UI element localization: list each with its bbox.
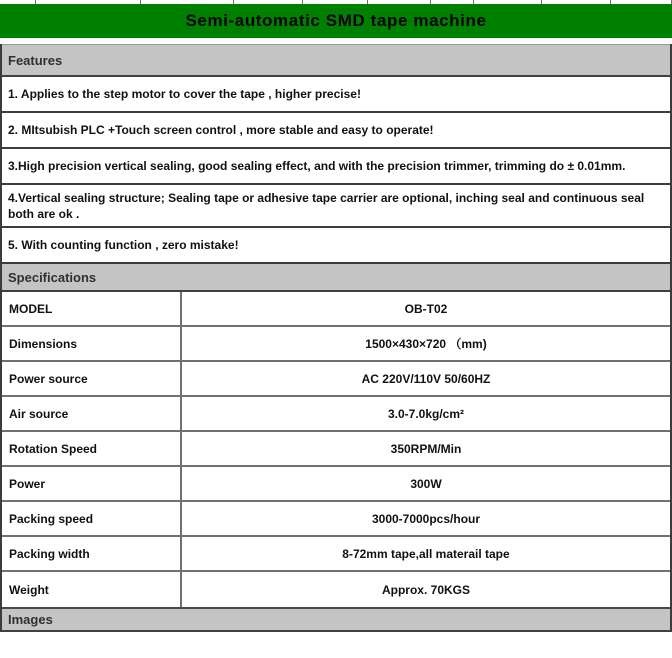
- content-frame: [0, 44, 672, 632]
- spec-value: 3000-7000pcs/hour: [371, 511, 481, 526]
- spec-label: Weight: [2, 572, 182, 607]
- images-section-header: [2, 607, 670, 632]
- spec-value: 8-72mm tape,all materail tape: [342, 546, 510, 561]
- feature-item-1: [2, 77, 670, 113]
- table-row-power: [2, 467, 670, 502]
- spec-label: Dimensions: [2, 327, 182, 360]
- features-section-header: [2, 44, 670, 77]
- spec-value: 300W: [410, 476, 442, 491]
- top-table-strip: [0, 0, 672, 4]
- spec-value: 1500×430×720 （mm): [365, 337, 487, 351]
- top-strip-cell: [303, 0, 368, 4]
- table-row-power-source: [2, 362, 670, 397]
- spec-value: OB-T02: [404, 301, 448, 316]
- spec-value: Approx. 70KGS: [381, 582, 471, 597]
- feature-item-text: 3.High precision vertical sealing, good sealing effect, and with the precision trimmer, trimming do ± 0.01mm.: [8, 159, 626, 173]
- spec-label: Power: [2, 467, 182, 500]
- table-row-weight: [2, 572, 670, 607]
- spec-label: Rotation Speed: [2, 432, 182, 465]
- feature-item-text: 2. MItsubish PLC +Touch screen control , more stable and easy to operate!: [8, 123, 434, 137]
- spec-label: Packing width: [2, 537, 182, 570]
- top-strip-cell: [611, 0, 672, 4]
- spec-value: 3.0-7.0kg/cm²: [387, 406, 465, 421]
- table-row-air-source: [2, 397, 670, 432]
- specifications-section-header: [2, 264, 670, 292]
- spec-value: 350RPM/Min: [390, 441, 462, 456]
- top-strip-cell: [431, 0, 474, 4]
- feature-item-text: 4.Vertical sealing structure; Sealing tape or adhesive tape carrier are optional, inching seal and continuous seal both are ok .: [8, 190, 645, 221]
- top-strip-cell: [234, 0, 303, 4]
- table-row-packing-width: [2, 537, 670, 572]
- spec-label: Power source: [2, 362, 182, 395]
- table-row-rotation-speed: [2, 432, 670, 467]
- features-header-label: Features: [8, 52, 63, 68]
- feature-item-5: [2, 228, 670, 264]
- feature-item-3: [2, 149, 670, 185]
- specifications-header-label: Specifications: [8, 269, 97, 285]
- top-strip-cell: [542, 0, 611, 4]
- top-strip-cell: [141, 0, 234, 4]
- spec-value: AC 220V/110V 50/60HZ: [361, 371, 491, 386]
- specifications-table: [2, 292, 670, 607]
- feature-item-4: [2, 185, 670, 228]
- images-header-label: Images: [8, 612, 53, 627]
- top-strip-cell: [36, 0, 141, 4]
- feature-item-text: 1. Applies to the step motor to cover the tape , higher precise!: [8, 87, 361, 101]
- feature-item-2: [2, 113, 670, 149]
- spec-label: Packing speed: [2, 502, 182, 535]
- table-row-packing-speed: [2, 502, 670, 537]
- spec-label: Air source: [2, 397, 182, 430]
- spec-label: MODEL: [2, 292, 182, 325]
- title-bar: [0, 4, 672, 38]
- feature-item-text: 5. With counting function , zero mistake!: [8, 238, 239, 252]
- top-strip-cell: [368, 0, 431, 4]
- bottom-whitespace: [0, 632, 672, 644]
- top-strip-cell: [0, 0, 36, 4]
- table-row-dimensions: [2, 327, 670, 362]
- page-title: Semi-automatic SMD tape machine: [185, 11, 487, 30]
- table-row-model: [2, 292, 670, 327]
- top-strip-cell: [474, 0, 542, 4]
